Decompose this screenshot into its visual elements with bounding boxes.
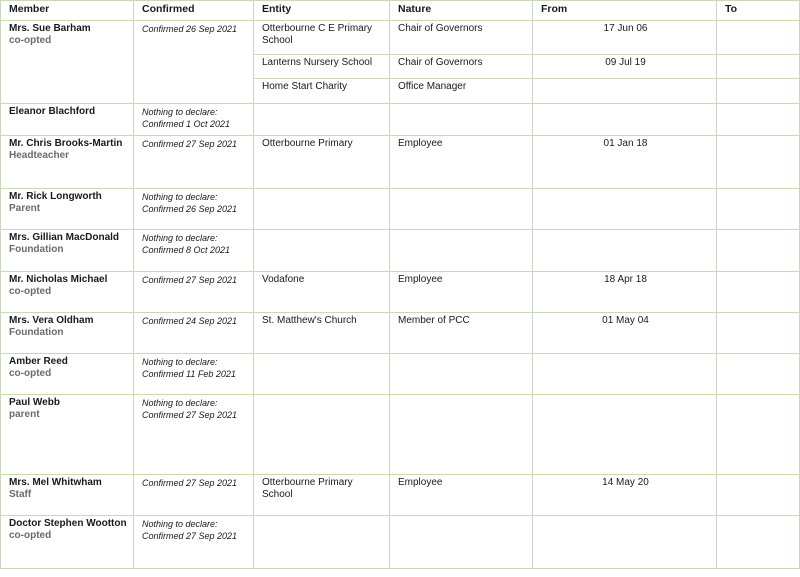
to-cell: [717, 516, 800, 569]
confirmed-date: Confirmed 27 Sep 2021: [142, 531, 238, 541]
from-cell: [533, 516, 717, 569]
confirmed-cell: [134, 104, 254, 136]
member-name: Mr. Chris Brooks-Martin: [9, 138, 123, 149]
confirmed-date: Confirmed 11 Feb 2021: [142, 369, 236, 379]
nature-cell: Office Manager: [390, 79, 533, 104]
entity-cell: Otterbourne C E Primary School: [254, 21, 390, 55]
table-row: [1, 313, 800, 354]
confirmed-cell: Confirmed 27 Sep 2021: [134, 272, 254, 313]
member-name: Doctor Stephen Wootton: [9, 518, 127, 529]
to-cell: [717, 189, 800, 230]
nothing-to-declare: Nothing to declare:: [142, 357, 218, 367]
nature-cell: [390, 189, 533, 230]
member-cell: [1, 475, 134, 516]
confirmed-date: Confirmed 27 Sep 2021: [142, 410, 238, 420]
member-cell: [1, 272, 134, 313]
member-cell: [1, 189, 134, 230]
nature-cell: Employee: [390, 272, 533, 313]
confirmed-cell: [134, 230, 254, 272]
nature-cell: Chair of Governors: [390, 55, 533, 79]
entity-cell: Otterbourne Primary School: [254, 475, 390, 516]
member-name: Amber Reed: [9, 356, 68, 367]
confirmed-date: Confirmed 26 Sep 2021: [142, 204, 238, 214]
from-cell: 09 Jul 19: [533, 55, 717, 79]
member-name: Mr. Nicholas Michael: [9, 274, 108, 285]
from-cell: [533, 79, 717, 104]
table-row: [1, 354, 800, 395]
confirmed-cell: Confirmed 27 Sep 2021: [134, 475, 254, 516]
table-row: [1, 516, 800, 569]
entity-cell: [254, 516, 390, 569]
header-to: To: [717, 1, 800, 21]
member-role: Headteacher: [9, 150, 70, 161]
to-cell: [717, 136, 800, 189]
member-cell: [1, 354, 134, 395]
confirmed-cell: Confirmed 26 Sep 2021: [134, 21, 254, 104]
member-cell: [1, 230, 134, 272]
nothing-to-declare: Nothing to declare:: [142, 107, 218, 117]
member-name: Mrs. Vera Oldham: [9, 315, 94, 326]
member-role: co-opted: [9, 286, 52, 297]
header-entity: Entity: [254, 1, 390, 21]
member-role: Foundation: [9, 244, 64, 255]
nothing-to-declare: Nothing to declare:: [142, 398, 218, 408]
nature-cell: Chair of Governors: [390, 21, 533, 55]
member-cell: [1, 395, 134, 475]
member-role: co-opted: [9, 35, 52, 46]
member-cell: [1, 104, 134, 136]
from-cell: 17 Jun 06: [533, 21, 717, 55]
member-role: co-opted: [9, 368, 52, 379]
nature-cell: Employee: [390, 475, 533, 516]
nature-cell: [390, 230, 533, 272]
from-cell: [533, 354, 717, 395]
from-cell: 18 Apr 18: [533, 272, 717, 313]
table-row: [1, 21, 800, 55]
member-cell: [1, 313, 134, 354]
confirmed-cell: [134, 189, 254, 230]
member-cell: [1, 516, 134, 569]
to-cell: [717, 272, 800, 313]
header-row: [1, 1, 800, 21]
entity-cell: Home Start Charity: [254, 79, 390, 104]
member-role: co-opted: [9, 530, 52, 541]
nature-cell: [390, 354, 533, 395]
to-cell: [717, 475, 800, 516]
from-cell: [533, 189, 717, 230]
confirmed-cell: Confirmed 27 Sep 2021: [134, 136, 254, 189]
nothing-to-declare: Nothing to declare:: [142, 233, 218, 243]
entity-cell: Otterbourne Primary: [254, 136, 390, 189]
nothing-to-declare: Nothing to declare:: [142, 519, 218, 529]
to-cell: [717, 79, 800, 104]
confirmed-date: Confirmed 8 Oct 2021: [142, 245, 231, 255]
to-cell: [717, 395, 800, 475]
member-name: Paul Webb: [9, 397, 60, 408]
from-cell: 14 May 20: [533, 475, 717, 516]
to-cell: [717, 21, 800, 55]
entity-cell: Lanterns Nursery School: [254, 55, 390, 79]
member-role: Foundation: [9, 327, 64, 338]
member-name: Mrs. Gillian MacDonald: [9, 232, 120, 243]
entity-cell: [254, 395, 390, 475]
header-confirmed: Confirmed: [134, 1, 254, 21]
nature-cell: [390, 104, 533, 136]
nature-cell: [390, 516, 533, 569]
member-role: parent: [9, 409, 40, 420]
member-cell: [1, 21, 134, 104]
table-row: [1, 104, 800, 136]
from-cell: [533, 230, 717, 272]
table-row: [1, 272, 800, 313]
confirmed-cell: Confirmed 24 Sep 2021: [134, 313, 254, 354]
from-cell: 01 Jan 18: [533, 136, 717, 189]
member-cell: [1, 136, 134, 189]
nature-cell: Employee: [390, 136, 533, 189]
entity-cell: [254, 189, 390, 230]
header-nature: Nature: [390, 1, 533, 21]
table-row: [1, 136, 800, 189]
member-role: Staff: [9, 489, 32, 500]
entity-cell: Vodafone: [254, 272, 390, 313]
to-cell: [717, 55, 800, 79]
from-cell: [533, 395, 717, 475]
entity-cell: St. Matthew's Church: [254, 313, 390, 354]
entity-cell: [254, 230, 390, 272]
to-cell: [717, 354, 800, 395]
to-cell: [717, 230, 800, 272]
member-role: Parent: [9, 203, 41, 214]
member-name: Mrs. Sue Barham: [9, 23, 91, 34]
header-from: From: [533, 1, 717, 21]
nature-cell: Member of PCC: [390, 313, 533, 354]
table-row: [1, 475, 800, 516]
table-row: [1, 395, 800, 475]
nature-cell: [390, 395, 533, 475]
to-cell: [717, 313, 800, 354]
from-cell: 01 May 04: [533, 313, 717, 354]
header-member: Member: [1, 1, 134, 21]
member-name: Eleanor Blachford: [9, 106, 96, 117]
member-name: Mrs. Mel Whitwham: [9, 477, 102, 488]
nothing-to-declare: Nothing to declare:: [142, 192, 218, 202]
table-row: [1, 189, 800, 230]
confirmed-cell: [134, 395, 254, 475]
entity-cell: [254, 104, 390, 136]
from-cell: [533, 104, 717, 136]
entity-cell: [254, 354, 390, 395]
to-cell: [717, 104, 800, 136]
table-row: [1, 230, 800, 272]
member-name: Mr. Rick Longworth: [9, 191, 102, 202]
confirmed-cell: [134, 516, 254, 569]
confirmed-cell: [134, 354, 254, 395]
confirmed-date: Confirmed 1 Oct 2021: [142, 119, 231, 129]
